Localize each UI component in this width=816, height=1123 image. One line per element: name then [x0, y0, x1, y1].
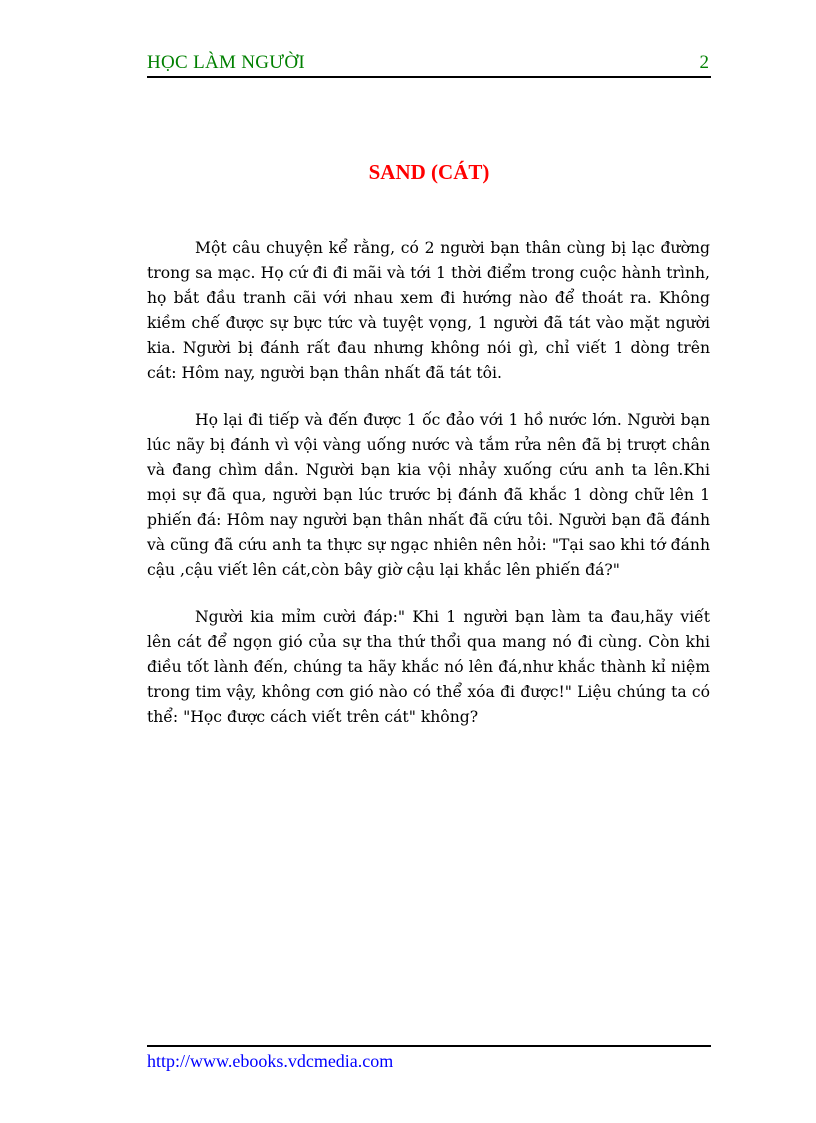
paragraph-3: Người kia mỉm cười đáp:" Khi 1 người bạn làm ta đau,hãy viết lên cát để ngọn gió của sự tha thứ thổi qua mang nó đi cùng. Còn khi điều tốt lành đến, chúng ta hãy khắc nó lên đá,như khắc thành kỉ niệm trong tim vậy, không cơn gió nào có thể xóa đi được!" Liệu chúng ta có thể: "Học được cách viết trên cát" không?: [147, 608, 710, 726]
page-number: 2: [699, 52, 709, 73]
story-body: [147, 236, 710, 752]
page-header: [147, 52, 711, 78]
paragraph-1: Một câu chuyện kể rằng, có 2 người bạn thân cùng bị lạc đường trong sa mạc. Họ cứ đi đi mãi và tới 1 thời điểm trong cuộc hành trình, họ bắt đầu tranh cãi với nhau xem đi hướng nào để thoát ra. Không kiềm chế được sự bực tức và tuyệt vọng, 1 người đã tát vào mặt người kia. Người bị đánh rất đau nhưng không nói gì, chỉ viết 1 dòng trên cát: Hôm nay, người bạn thân nhất đã tát tôi.: [147, 239, 710, 382]
paragraph-2: Họ lại đi tiếp và đến được 1 ốc đảo với 1 hồ nước lớn. Người bạn lúc nãy bị đánh vì vội vàng uống nước và tắm rửa nên đã bị trượt chân và đang chìm dần. Người bạn kia vội nhảy xuống cứu anh ta lên.Khi mọi sự đã qua, người bạn lúc trước bị đánh đã khắc 1 dòng chữ lên 1 phiến đá: Hôm nay người bạn thân nhất đã cứu tôi. Người bạn đã đánh và cũng đã cứu anh ta thực sự ngạc nhiên nên hỏi: "Tại sao khi tớ đánh cậu ,cậu viết lên cát,còn bây giờ cậu lại khắc lên phiến đá?": [147, 411, 710, 579]
story-title: SAND (CÁT): [368, 160, 490, 184]
footer-divider: [147, 1045, 711, 1047]
footer-website-link[interactable]: http://www.ebooks.vdcmedia.com: [147, 1051, 394, 1071]
running-header-title: HỌC LÀM NGƯỜI: [147, 52, 305, 73]
